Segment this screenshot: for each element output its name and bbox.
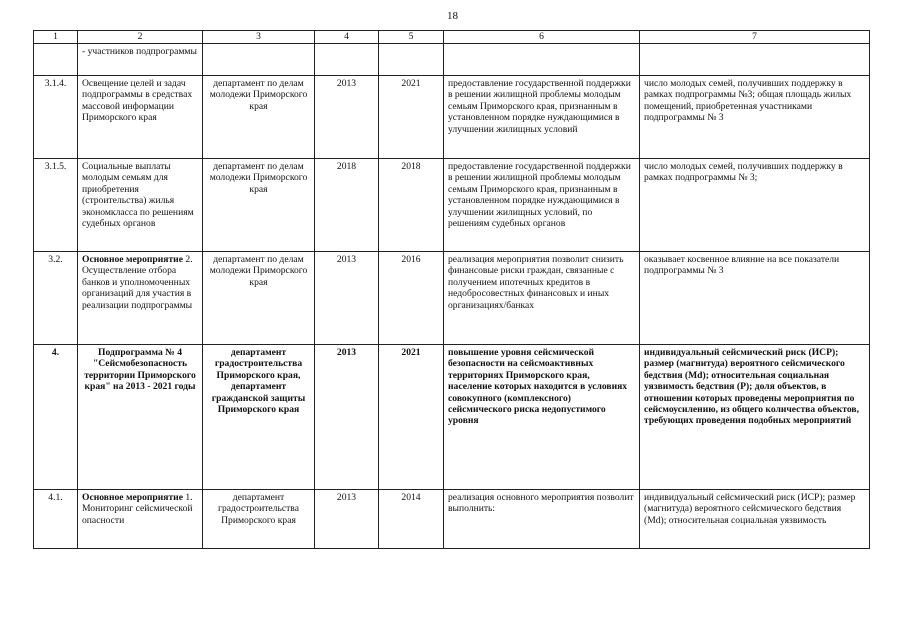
cell-start-year: 2018 — [315, 159, 379, 252]
column-number: 4 — [315, 31, 379, 44]
cell-end-year: 2018 — [379, 159, 444, 252]
column-number: 2 — [78, 31, 203, 44]
table-row — [34, 252, 870, 345]
cell-result: реализация основного мероприятия позволит выполнить: — [444, 490, 640, 549]
cell-start-year: 2013 — [315, 345, 379, 490]
cell-activity: Подпрограмма № 4 "Сейсмобезопасность территории Приморского края" на 2013 - 2021 годы — [78, 345, 203, 490]
cell-executor: департамент градостроительства Приморского края — [203, 490, 315, 549]
cell-activity: Освещение целей и задач подпрограммы в средствах массовой информации Приморского края — [78, 76, 203, 159]
cell-indicator: число молодых семей, получивших поддержку в рамках подпрограммы № 3; — [640, 159, 870, 252]
cell-result: предоставление государственной поддержки в решении жилищной проблемы молодым семьям Приморского края, признанным в установленном порядке нуждающимися в улучшении жилищных условий — [444, 76, 640, 159]
cell-number: 3.1.4. — [34, 76, 78, 159]
cell-activity: Социальные выплаты молодым семьям для приобретения (строительства) жилья экономкласса по решениям судебных органов — [78, 159, 203, 252]
cell-indicator: индивидуальный сейсмический риск (ИСР); размер (магнитуда) вероятного сейсмического бедствия (Md); относительная социальная уязвимость бедствия (Р); доля объектов, в отношении которых проведены мероприятия по сейсмоусилению, из общего количества объектов, требующих проведения подобных мероприятий — [640, 345, 870, 490]
cell-indicator: число молодых семей, получивших поддержку в рамках подпрограммы №3; общая площадь жилых помещений, приобретенная участниками подпрограммы № 3 — [640, 76, 870, 159]
cell-start-year: 2013 — [315, 76, 379, 159]
cell-indicator: оказывает косвенное влияние на все показатели подпрограммы № 3 — [640, 252, 870, 345]
cell-executor: департамент по делам молодежи Приморского края — [203, 159, 315, 252]
column-number: 3 — [203, 31, 315, 44]
cell-end-year: 2016 — [379, 252, 444, 345]
table-row — [34, 490, 870, 549]
cell-indicator — [640, 44, 870, 76]
activity-text: 1. Мониторинг сейсмической опасности — [82, 492, 193, 526]
page-number: 18 — [447, 10, 458, 22]
cell-result: предоставление государственной поддержки в решении жилищной проблемы молодым семьям Приморского края, признанным в установленном порядке нуждающимися в улучшении жилищных условий, по решениям судебных органов — [444, 159, 640, 252]
cell-indicator: индивидуальный сейсмический риск (ИСР); размер (магнитуда) вероятного сейсмического бедствия (Md); относительная социальная уязвимость — [640, 490, 870, 549]
cell-result: реализация мероприятия позволит снизить финансовые риски граждан, связанные с получением ипотечных кредитов в недобросовестных финансовых и иных организациях/банках — [444, 252, 640, 345]
table-row — [34, 76, 870, 159]
cell-end-year: 2021 — [379, 345, 444, 490]
cell-number: 3.2. — [34, 252, 78, 345]
cell-end-year: 2014 — [379, 490, 444, 549]
cell-activity — [78, 252, 203, 345]
activities-table — [33, 30, 870, 549]
cell-result — [444, 44, 640, 76]
cell-result: повышение уровня сейсмической безопасности на сейсмоактивных территориях Приморского края, население которых находится в условиях совокупного (комплексного) сейсмического риска недопустимого уровня — [444, 345, 640, 490]
cell-end-year — [379, 44, 444, 76]
cell-number: 4.1. — [34, 490, 78, 549]
cell-number — [34, 44, 78, 76]
cell-executor: департамент по делам молодежи Приморского края — [203, 76, 315, 159]
column-number: 5 — [379, 31, 444, 44]
activity-text: 2. Осуществление отбора банков и уполномоченных организаций для участия в реализации подпрограммы — [82, 254, 193, 311]
cell-end-year: 2021 — [379, 76, 444, 159]
cell-number: 3.1.5. — [34, 159, 78, 252]
cell-start-year: 2013 — [315, 252, 379, 345]
column-number: 7 — [640, 31, 870, 44]
table-row-subprogram — [34, 345, 870, 490]
activity-type-label: Основное мероприятие — [82, 254, 183, 265]
cell-activity — [78, 490, 203, 549]
activity-type-label: Основное мероприятие — [82, 492, 183, 503]
cell-executor: департамент по делам молодежи Приморского края — [203, 252, 315, 345]
cell-start-year: 2013 — [315, 490, 379, 549]
table-row — [34, 44, 870, 76]
cell-number: 4. — [34, 345, 78, 490]
column-number: 6 — [444, 31, 640, 44]
table-row — [34, 159, 870, 252]
column-number-row — [34, 31, 870, 44]
column-number: 1 — [34, 31, 78, 44]
cell-executor: департамент градостроительства Приморского края, департамент гражданской защиты Приморского края — [203, 345, 315, 490]
cell-start-year — [315, 44, 379, 76]
cell-executor — [203, 44, 315, 76]
cell-activity: - участников подпрограммы — [78, 44, 203, 76]
